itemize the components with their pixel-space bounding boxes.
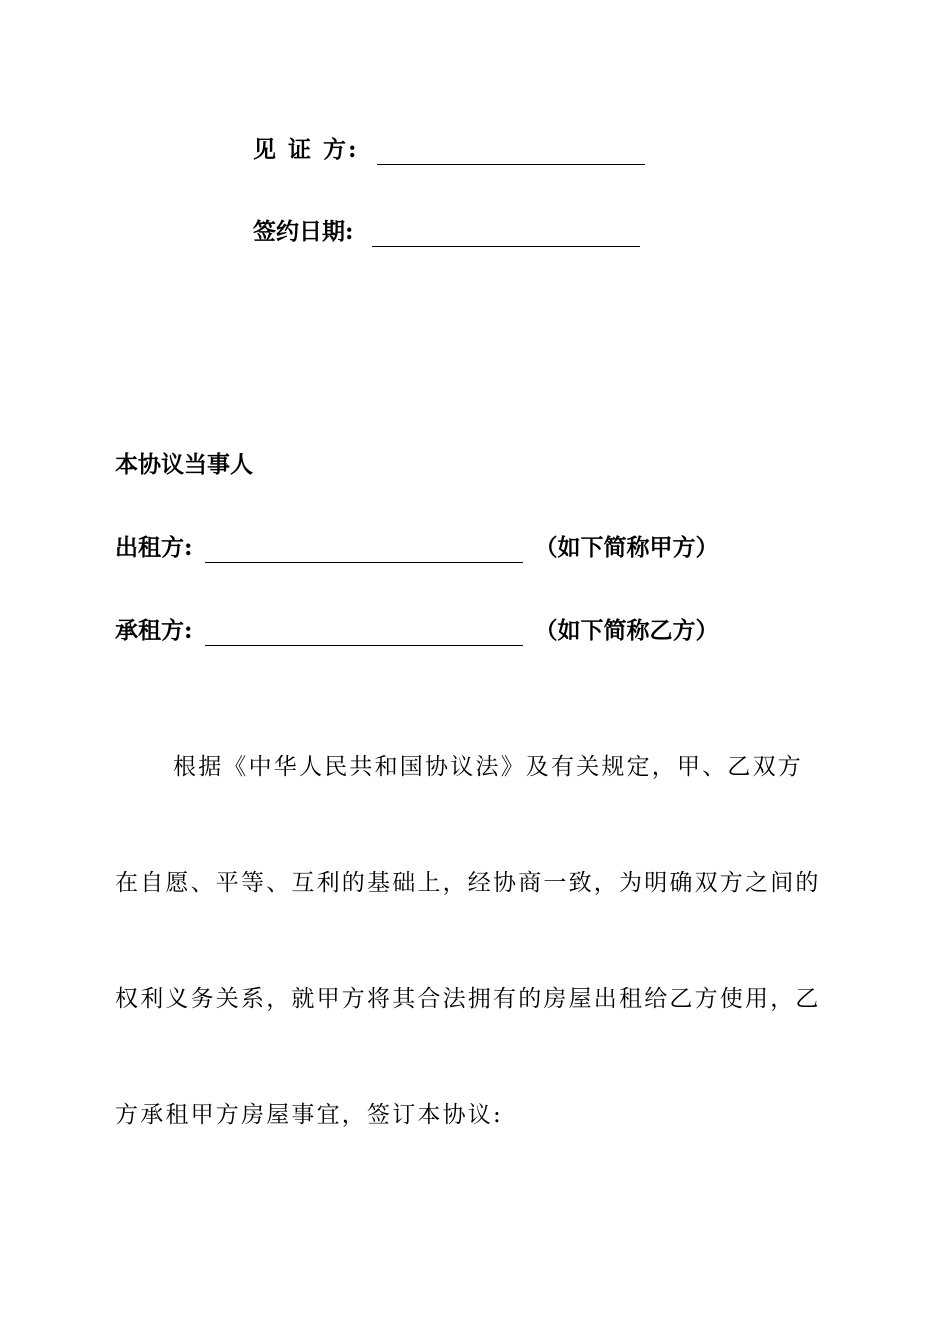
lessor-note: （如下简称甲方）	[534, 534, 719, 561]
preamble-line-4-text: 方承租甲方房屋事宜，签订本协议:	[115, 1102, 503, 1128]
lessee-row	[115, 616, 719, 646]
lessee-blank	[205, 621, 523, 646]
parties-heading-row	[115, 450, 253, 480]
lessor-row	[115, 533, 719, 563]
preamble-line-1-text: 根据《中华人民共和国协议法》及有关规定，甲、乙双方	[173, 754, 803, 780]
witness-label: 见 证 方:	[253, 136, 359, 163]
preamble-line-4	[115, 1100, 503, 1130]
witness-blank	[377, 140, 645, 165]
witness-row	[253, 135, 645, 165]
signing-date-row	[253, 217, 640, 247]
signing-date-label: 签约日期:	[253, 218, 354, 245]
preamble-line-1	[173, 752, 803, 782]
preamble-line-3	[115, 984, 821, 1014]
preamble-line-3-text: 权利义务关系，就甲方将其合法拥有的房屋出租给乙方使用，乙	[115, 986, 821, 1012]
preamble-line-2-text: 在自愿、平等、互利的基础上，经协商一致，为明确双方之间的	[115, 870, 821, 896]
lessee-label: 承租方:	[115, 617, 193, 644]
lessor-label: 出租方:	[115, 534, 193, 561]
parties-heading: 本协议当事人	[115, 451, 253, 478]
preamble-line-2	[115, 868, 821, 898]
lessee-note: （如下简称乙方）	[534, 617, 719, 644]
lessor-blank	[205, 538, 523, 563]
signing-date-blank	[372, 222, 640, 247]
